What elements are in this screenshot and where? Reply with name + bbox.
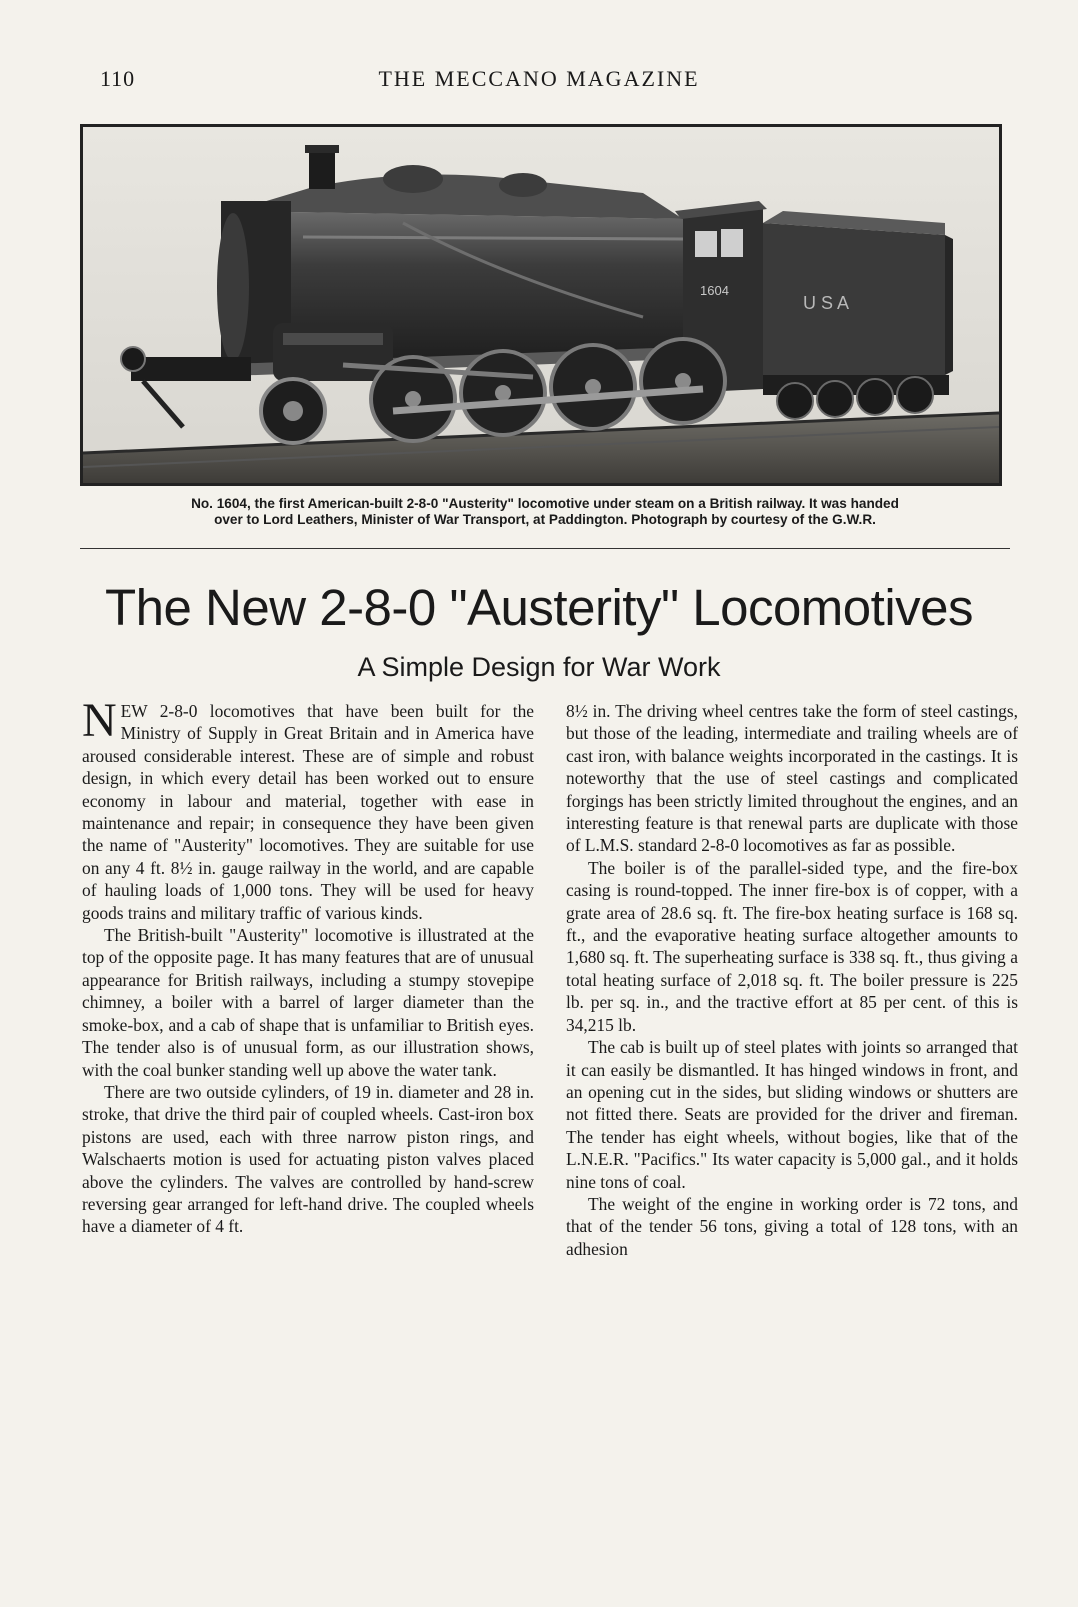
paragraph-text: EW 2-8-0 locomotives that have been built for the Ministry of Supply in Great Britain and in America have aroused considerable interest. These are of simple and robust design, in which every detail has been worked out to ensure economy in labour and material, together with ease in maintenance and repair; in consequence they have been given the name of "Austerity" locomotives. They are suitable for use on any 4 ft. 8½ in. gauge railway in the world, and are capable of hauling loads of 1,000 tons. They will be used for heavy goods trains and military traffic of various kinds.	[82, 701, 534, 923]
paragraph: The weight of the engine in working order is 72 tons, and that of the tender 56 tons, giving a total of 128 tons, with an adhesion	[566, 1193, 1018, 1259]
page-header	[0, 66, 1078, 96]
caption-divider	[80, 548, 1010, 549]
article-title: The New 2-8-0 "Austerity" Locomotives	[104, 579, 974, 636]
locomotive-photo	[80, 124, 1002, 486]
paragraph: 8½ in. The driving wheel centres take the form of steel castings, but those of the leading, intermediate and trailing wheels are of cast iron, with balance weights incorporated in the castings. It is noteworthy that the use of steel castings and complicated forgings has been strictly limited throughout the engines, and an interesting feature is that renewal parts are duplicate with those of L.M.S. standard 2-8-0 locomotives as far as possible.	[566, 701, 1018, 856]
paragraph	[82, 700, 534, 924]
caption-line-1: No. 1604, the first American-built 2-8-0 "Austerity" locomotive under steam on a British railway. It was handed	[191, 496, 899, 511]
paragraph: The cab is built up of steel plates with joints so arranged that it can easily be dismantled. It has hinged windows in front, and an opening cut in the sides, but sliding windows or shutters are not fitted there. Seats are provided for the driver and fireman. The tender has eight wheels, without bogies, like that of the L.N.E.R. "Pacifics." Its water capacity is 5,000 gal., and it holds nine tons of coal.	[566, 1037, 1018, 1192]
svg-text:U S A: U S A	[803, 293, 850, 313]
page-number: 110	[100, 66, 136, 91]
article-column-left	[82, 700, 534, 1512]
caption-line-2: over to Lord Leathers, Minister of War Transport, at Paddington. Photograph by courtesy of the G.W.R.	[214, 512, 876, 527]
paragraph: The British-built "Austerity" locomotive is illustrated at the top of the opposite page. It has many features that are of unusual appearance for British railways, including a stumpy stovepipe chimney, a boiler with a barrel of larger diameter than the smoke-box, and a cab of shape that is unfamiliar to British eyes. The tender also is of unusual form, as our illustration shows, with the coal bunker standing well up above the water tank.	[82, 925, 534, 1080]
tender-lettering	[803, 293, 849, 313]
svg-text:1604: 1604	[700, 283, 729, 298]
article-column-right	[566, 700, 1018, 1512]
paragraph: There are two outside cylinders, of 19 in. diameter and 28 in. stroke, that drive the third pair of coupled wheels. Cast-iron box pistons are used, each with three narrow piston rings, and Walschaerts motion is used for actuating piston valves placed above the cylinders. The valves are controlled by hand-screw reversing gear arranged for left-hand drive. The coupled wheels have a diameter of 4 ft.	[82, 1081, 534, 1237]
article-subtitle: A Simple Design for War Work	[357, 652, 721, 682]
locomotive-illustration	[83, 127, 999, 483]
magazine-title: THE MECCANO MAGAZINE	[378, 66, 700, 91]
drop-cap: N	[82, 700, 117, 747]
photo-caption	[80, 496, 1010, 528]
paragraph: The boiler is of the parallel-sided type, and the fire-box casing is round-topped. The inner fire-box is of copper, with a grate area of 28.6 sq. ft. The fire-box heating surface is 168 sq. ft., and the evaporative heating surface altogether amounts to 1,680 sq. ft. The superheating surface is 338 sq. ft., thus giving a total heating surface of 2,018 sq. ft. The boiler pressure is 225 lb. per sq. in., and the tractive effort at 85 per cent. of this is 34,215 lb.	[566, 857, 1018, 1035]
